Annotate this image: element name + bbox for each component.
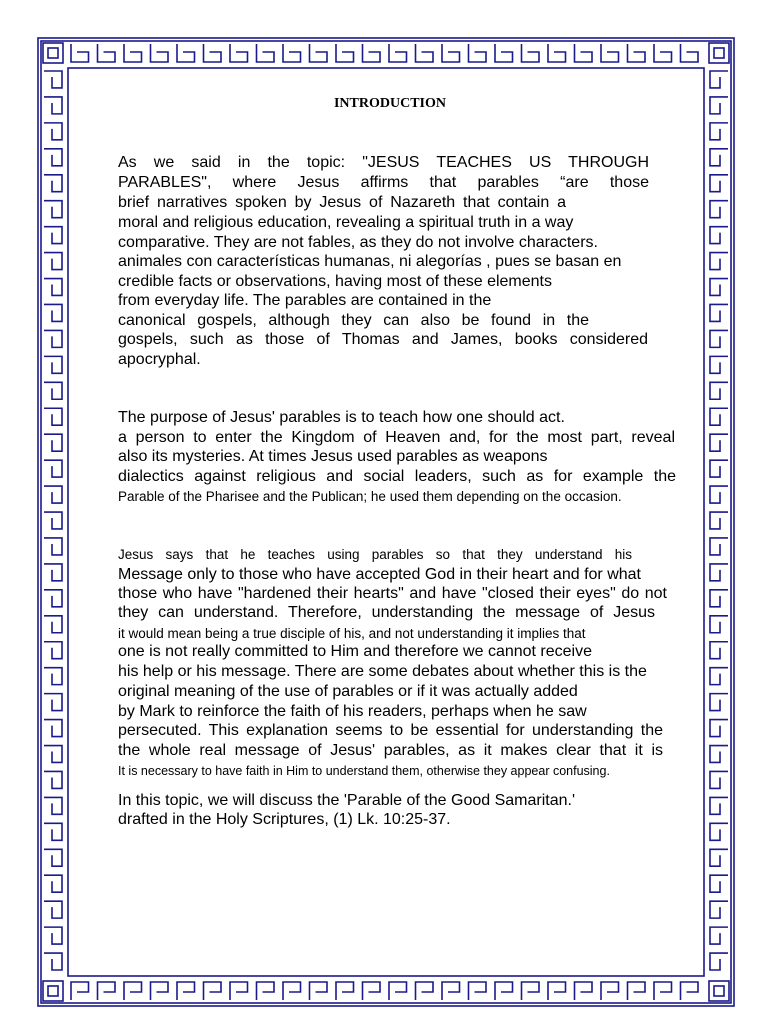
paragraph-3-line-1: Jesus says that he teaches using parables so that they understand his — [118, 547, 632, 562]
paragraph-1-line-1: As we said in the topic: "JESUS TEACHES US THROUGH — [118, 154, 649, 171]
paragraph-3-line-12: It is necessary to have faith in Him to understand them, otherwise they appear confusing. — [118, 764, 610, 778]
paragraph-3-line-11: the whole real message of Jesus' parables, as it makes clear that it is — [118, 742, 663, 759]
document-title: INTRODUCTION — [333, 96, 446, 111]
paragraph-3-line-7: his help or his message. There are some debates about whether this is the — [118, 663, 647, 680]
paragraph-2-line-3: also its mysteries. At times Jesus used parables as weapons — [118, 448, 548, 465]
paragraph-4-line-1: In this topic, we will discuss the 'Parable of the Good Samaritan.' — [118, 792, 575, 809]
paragraph-1-line-7: credible facts or observations, having most of these elements — [118, 273, 552, 290]
paragraph-1-line-3: brief narratives spoken by Jesus of Nazareth that contain a — [118, 194, 566, 211]
paragraph-4-line-2: drafted in the Holy Scriptures, (1) Lk. 10:25-37. — [118, 811, 451, 828]
paragraph-3-line-3: those who have "hardened their hearts" and have "closed their eyes" do not — [118, 585, 667, 602]
paragraph-1-line-9: canonical gospels, although they can also be found in the — [118, 312, 589, 329]
paragraph-1-line-11: apocryphal. — [118, 351, 201, 368]
paragraph-3-line-5: it would mean being a true disciple of his, and not understanding it implies that — [118, 626, 586, 641]
paragraph-3-line-10: persecuted. This explanation seems to be essential for understanding the — [118, 722, 663, 739]
paragraph-2-line-2: a person to enter the Kingdom of Heaven and, for the most part, reveal — [118, 429, 675, 446]
paragraph-2-line-5: Parable of the Pharisee and the Publican; he used them depending on the occasion. — [118, 489, 622, 504]
paragraph-1-line-4: moral and religious education, revealing a spiritual truth in a way — [118, 214, 574, 231]
paragraph-1-line-8: from everyday life. The parables are contained in the — [118, 292, 492, 309]
paragraph-3-line-8: original meaning of the use of parables or if it was actually added — [118, 683, 578, 700]
paragraph-3-line-4: they can understand. Therefore, understanding the message of Jesus — [118, 604, 655, 621]
paragraph-1-line-10: gospels, such as those of Thomas and James, books considered — [118, 331, 648, 348]
paragraph-1-line-2: PARABLES", where Jesus affirms that parables “are those — [118, 174, 649, 191]
paragraph-1-line-5: comparative. They are not fables, as they do not involve characters. — [118, 234, 598, 251]
paragraph-3-line-9: by Mark to reinforce the faith of his readers, perhaps when he saw — [118, 703, 587, 720]
paragraph-3-line-2: Message only to those who have accepted God in their heart and for what — [118, 566, 641, 583]
paragraph-1-line-6: animales con características humanas, ni alegorías , pues se basan en — [118, 253, 622, 270]
paragraph-2-line-4: dialectics against religious and social leaders, such as for example the — [118, 468, 676, 485]
paragraph-3-line-6: one is not really committed to Him and therefore we cannot receive — [118, 643, 593, 660]
paragraph-2-line-1: The purpose of Jesus' parables is to teach how one should act. — [118, 409, 565, 426]
